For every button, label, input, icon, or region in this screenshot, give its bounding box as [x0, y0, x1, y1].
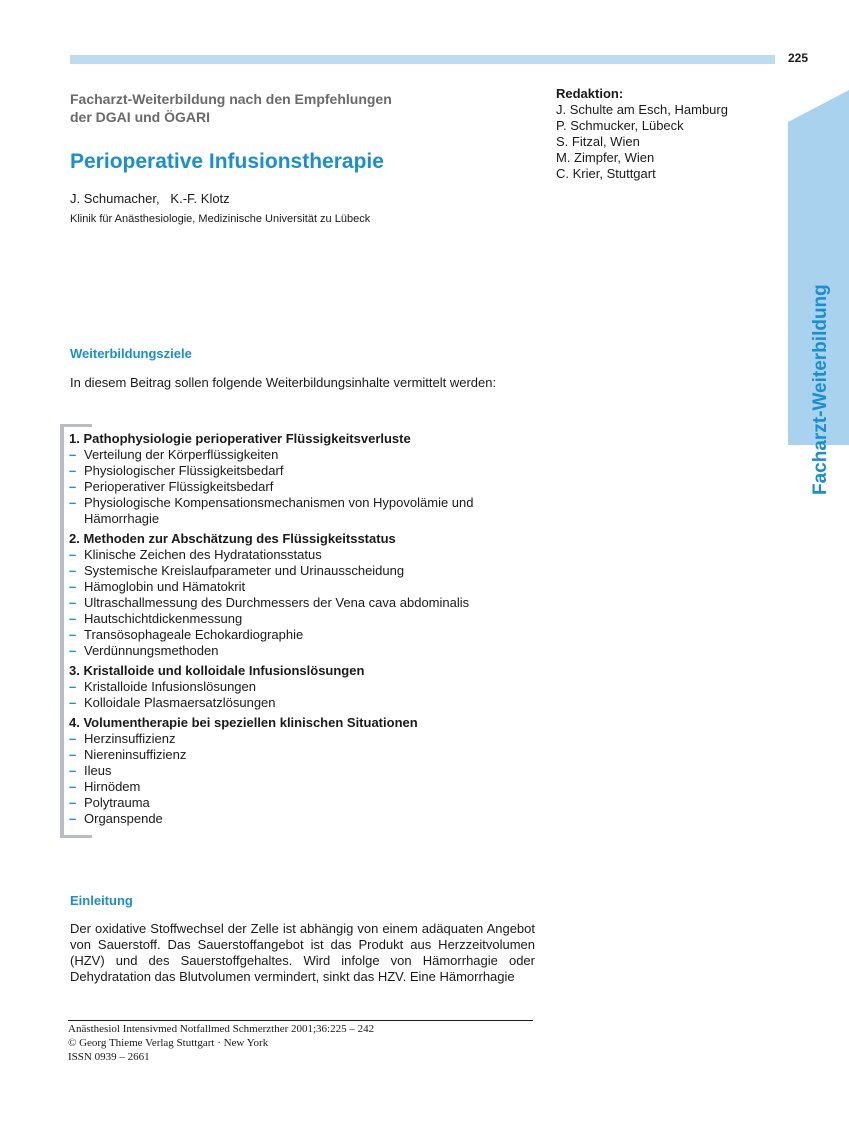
goal-item — [69, 643, 494, 659]
goal-item-text: Kristalloide Infusionslösungen — [84, 679, 256, 694]
goal-item-text: Hirnödem — [84, 779, 141, 794]
dash-bullet: – — [69, 495, 77, 510]
goal-item — [69, 627, 494, 643]
intro-paragraph: Der oxidative Stoffwechsel der Zelle ist abhängig von einem adäquaten Angebot von Sauerstoff. Das Sauerstoffangebot ist das Produkt aus Herzzeitvolumen (HZV) und des Sauerstoffgehaltes. Wird infolge von Hämorrhagie oder Dehydratation das Blutvolumen vermindert, sinkt das HZV. Eine Hämorrhagie — [70, 921, 535, 984]
dash-bullet: – — [69, 747, 77, 762]
editor-name: S. Fitzal, Wien — [556, 134, 640, 149]
dash-bullet: – — [69, 611, 77, 626]
editor-name: P. Schmucker, Lübeck — [556, 118, 684, 133]
goal-group-title: 3. Kristalloide und kolloidale Infusionslösungen — [69, 663, 365, 678]
footer-line: Anästhesiol Intensivmed Notfallmed Schmerzther 2001;36:225 – 242 — [68, 1023, 375, 1035]
goal-item — [69, 447, 494, 463]
goal-item-text: Organspende — [84, 811, 163, 826]
footer-rule — [68, 1020, 533, 1021]
dash-bullet: – — [69, 643, 77, 658]
goal-item-text: Klinische Zeichen des Hydratationsstatus — [84, 547, 322, 562]
goal-item — [69, 779, 494, 795]
goal-item — [69, 579, 494, 595]
goal-item — [69, 731, 494, 747]
goal-item — [69, 463, 494, 479]
goal-item-text: Physiologische Kompensationsmechanismen von Hypovolämie und Hämorrhagie — [84, 495, 474, 526]
editors-heading: Redaktion: — [556, 86, 624, 101]
goal-item-text: Hämoglobin und Hämatokrit — [84, 579, 246, 594]
goal-group-title: 2. Methoden zur Abschätzung des Flüssigkeitsstatus — [69, 531, 396, 546]
goal-item-text: Verteilung der Körperflüssigkeiten — [84, 447, 279, 462]
goal-item-text: Ileus — [84, 763, 112, 778]
goal-item-text: Herzinsuffizienz — [84, 731, 176, 746]
goal-item-text: Verdünnungsmethoden — [84, 643, 219, 658]
goal-item — [69, 795, 494, 811]
dash-bullet: – — [69, 679, 77, 694]
goals-list — [69, 431, 494, 831]
goal-group — [69, 715, 494, 827]
authors: J. Schumacher, K.-F. Klotz — [70, 191, 230, 206]
intro-heading: Einleitung — [70, 893, 133, 908]
footer — [68, 1022, 374, 1064]
dash-bullet: – — [69, 695, 77, 710]
dash-bullet: – — [69, 811, 77, 826]
dash-bullet: – — [69, 463, 77, 478]
goal-item — [69, 811, 494, 827]
dash-bullet: – — [69, 547, 77, 562]
goal-group — [69, 431, 494, 527]
page-number: 225 — [788, 51, 809, 65]
dash-bullet: – — [69, 627, 77, 642]
goal-item-text: Systemische Kreislaufparameter und Urinausscheidung — [84, 563, 405, 578]
goal-item-text: Physiologischer Flüssigkeitsbedarf — [84, 463, 284, 478]
goals-intro: In diesem Beitrag sollen folgende Weiterbildungsinhalte vermittelt werden: — [70, 375, 497, 390]
goal-item-text: Perioperativer Flüssigkeitsbedarf — [84, 479, 274, 494]
editor-name: M. Zimpfer, Wien — [556, 150, 655, 165]
dash-bullet: – — [69, 479, 77, 494]
goal-group — [69, 531, 494, 659]
goal-item-text: Transösophageale Echokardiographie — [84, 627, 304, 642]
dash-bullet: – — [69, 795, 77, 810]
dash-bullet: – — [69, 595, 77, 610]
goal-item — [69, 695, 494, 711]
dash-bullet: – — [69, 563, 77, 578]
dash-bullet: – — [69, 731, 77, 746]
goals-heading: Weiterbildungsziele — [70, 346, 192, 361]
footer-line: © Georg Thieme Verlag Stuttgart · New York — [68, 1037, 269, 1049]
side-label: Facharzt-Weiterbildung — [810, 284, 831, 495]
dash-bullet: – — [69, 779, 77, 794]
goal-item-text: Niereninsuffizienz — [84, 747, 187, 762]
editor-name: C. Krier, Stuttgart — [556, 166, 656, 181]
goal-item — [69, 495, 494, 527]
series-title — [70, 90, 490, 126]
goal-item — [69, 595, 494, 611]
goal-group-title: 4. Volumentherapie bei speziellen klinischen Situationen — [69, 715, 418, 730]
goal-item — [69, 547, 494, 563]
goal-item-text: Ultraschallmessung des Durchmessers der Vena cava abdominalis — [84, 595, 470, 610]
dash-bullet: – — [69, 579, 77, 594]
goal-item-text: Kolloidale Plasmaersatzlösungen — [84, 695, 276, 710]
goal-item — [69, 563, 494, 579]
goal-group — [69, 663, 494, 711]
goal-group-title: 1. Pathophysiologie perioperativer Flüssigkeitsverluste — [69, 431, 411, 446]
footer-line: ISSN 0939 – 2661 — [68, 1051, 150, 1063]
editors-box — [556, 86, 728, 182]
editor-name: J. Schulte am Esch, Hamburg — [556, 102, 728, 117]
goal-item-text: Polytrauma — [84, 795, 150, 810]
affiliation: Klinik für Anästhesiologie, Medizinische Universität zu Lübeck — [70, 213, 371, 225]
goal-item-text: Hautschichtdickenmessung — [84, 611, 243, 626]
series-title-line: der DGAI und ÖGARI — [70, 109, 210, 125]
goal-item — [69, 763, 494, 779]
dash-bullet: – — [69, 763, 77, 778]
goal-item — [69, 479, 494, 495]
series-title-line: Facharzt-Weiterbildung nach den Empfehlungen — [70, 91, 392, 107]
goal-item — [69, 679, 494, 695]
header-bar — [70, 55, 775, 64]
goal-item — [69, 747, 494, 763]
goals-box — [60, 424, 490, 838]
dash-bullet: – — [69, 447, 77, 462]
article-title: Perioperative Infusionstherapie — [70, 150, 384, 173]
goal-item — [69, 611, 494, 627]
